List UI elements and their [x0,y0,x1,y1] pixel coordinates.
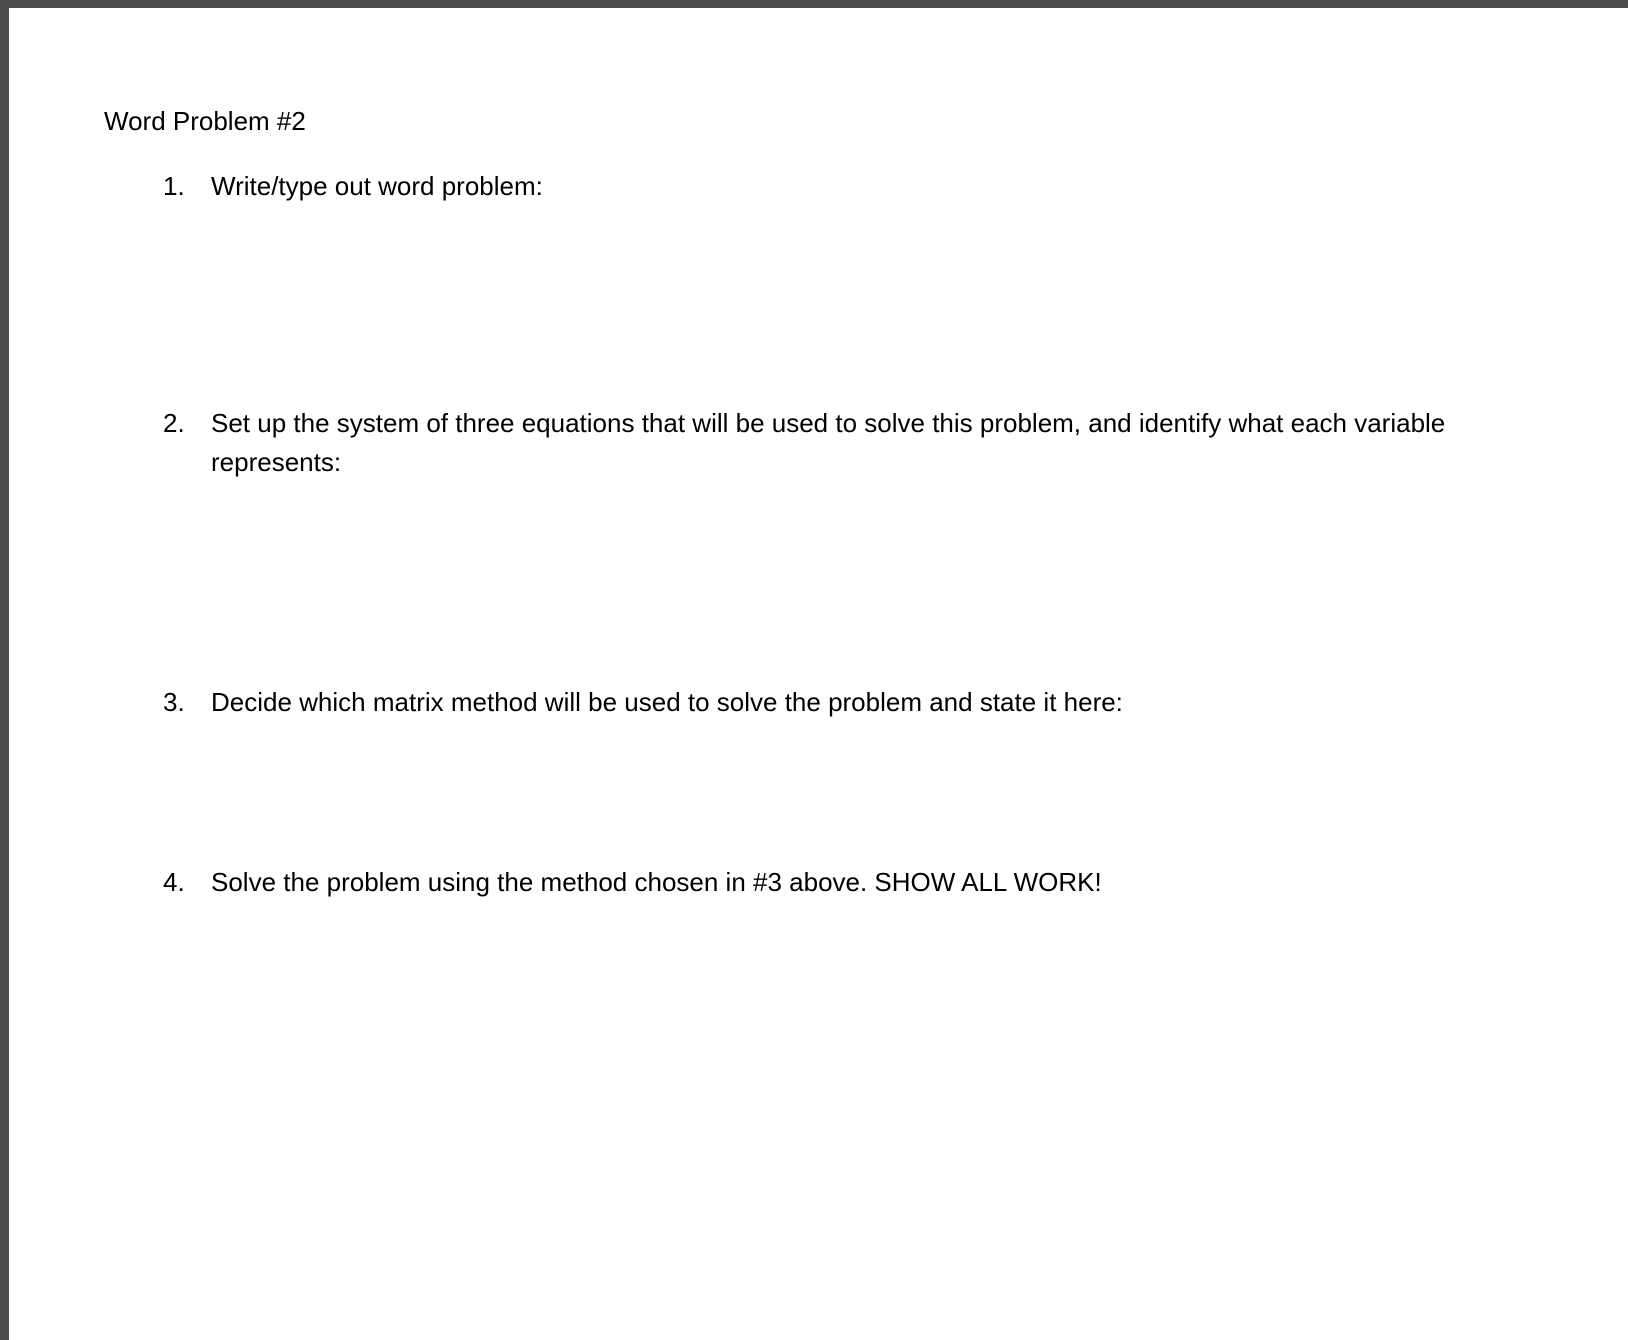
list-item-4 [163,863,1551,902]
list-item-text: Decide which matrix method will be used to solve the problem and state it here: [211,687,1123,717]
list-item-number: 1. [163,171,185,201]
list-item-3 [163,683,1551,722]
list-item-1 [163,167,1551,206]
list-item-2 [163,404,1551,482]
list-item-number: 3. [163,687,185,717]
list-item-number: 2. [163,408,185,438]
document-page [9,8,1628,1340]
list-item-number: 4. [163,867,185,897]
list-item-text: Solve the problem using the method chosen in #3 above. SHOW ALL WORK! [211,867,1102,897]
document-title: Word Problem #2 [104,106,306,136]
list-item-text: Write/type out word problem: [211,171,543,201]
list-item-text: Set up the system of three equations that will be used to solve this problem, and identify what each variable represents: [211,408,1446,477]
